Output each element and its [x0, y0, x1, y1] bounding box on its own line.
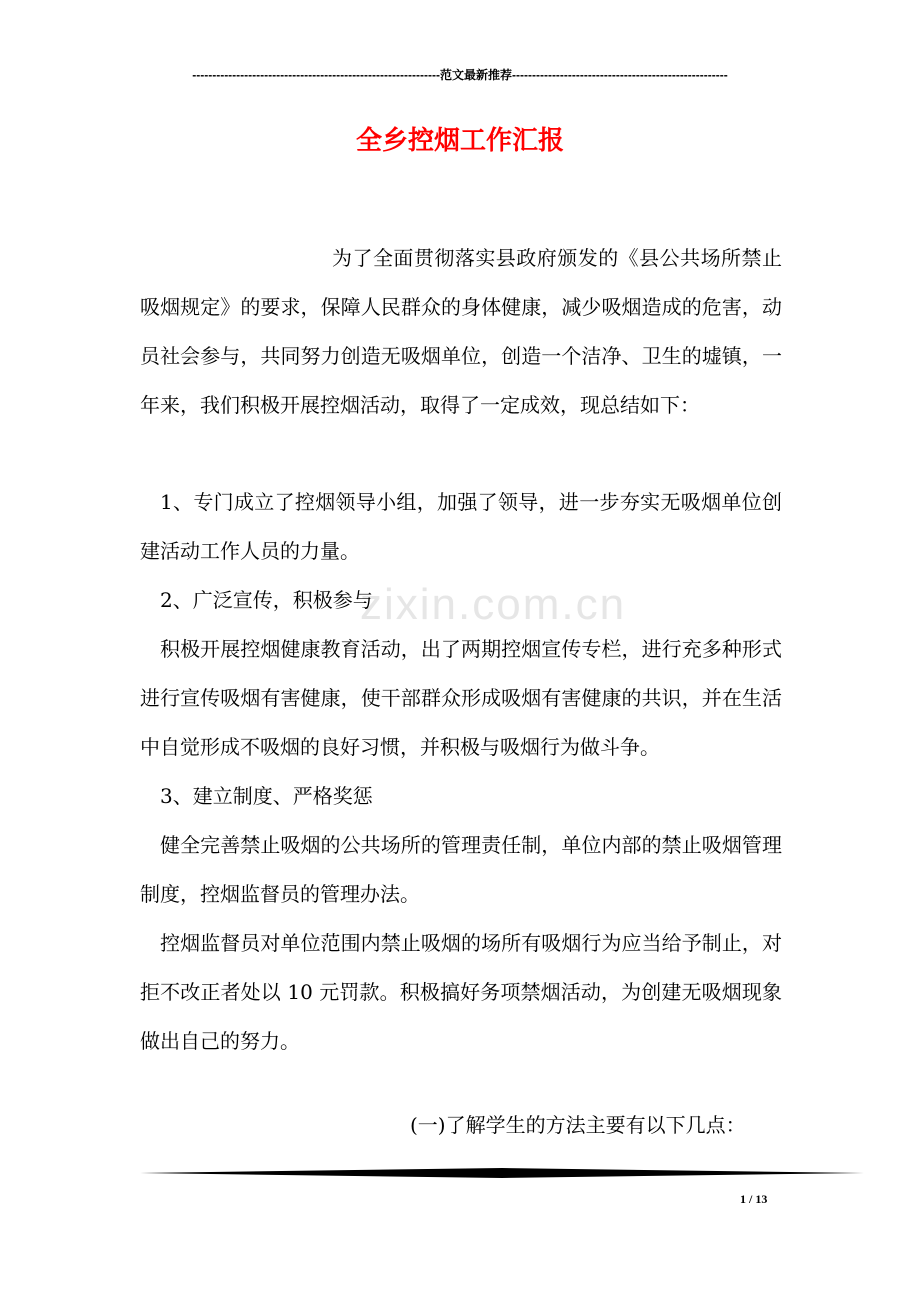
section-heading-2: 2、广泛宣传，积极参与 [160, 588, 373, 612]
intro-paragraph: 为了全面贯彻落实县政府颁发的《县公共场所禁止吸烟规定》的要求，保障人民群众的身体健康，减少吸烟造成的危害，动员社会参与，共同努力创造无吸烟单位，创造一个洁净、卫生的墟镇，一年来，我们积极开展控烟活动，取得了一定成效，现总结如下： [140, 246, 782, 417]
sub-heading: (一)了解学生的方法主要有以下几点： [410, 1113, 746, 1137]
paragraph-1: 1、专门成立了控烟领导小组，加强了领导，进一步夯实无吸烟单位创建活动工作人员的力量。 [140, 490, 782, 563]
watermark: zixin.com.cn [360, 580, 627, 629]
paragraph-system: 健全完善禁止吸烟的公共场所的管理责任制，单位内部的禁止吸烟管理制度，控烟监督员的管理办法。 [140, 833, 782, 906]
section-heading-3: 3、建立制度、严格奖惩 [160, 784, 373, 808]
page-number: 1 / 13 [740, 1192, 768, 1206]
footer-divider [140, 1164, 864, 1182]
header-banner: --------------------------------------------------------------范文最新推荐------------------------------------------------------ [192, 68, 728, 82]
paragraph-publicity: 积极开展控烟健康教育活动，出了两期控烟宣传专栏，进行充多种形式进行宣传吸烟有害健康，使干部群众形成吸烟有害健康的共识，并在生活中自觉形成不吸烟的良好习惯，并积极与吸烟行为做斗争。 [140, 637, 782, 759]
paragraph-supervisor: 控烟监督员对单位范围内禁止吸烟的场所有吸烟行为应当给予制止，对拒不改正者处以 10 元罚款。积极搞好务项禁烟活动，为创建无吸烟现象做出自己的努力。 [140, 931, 782, 1053]
document-title: 全乡控烟工作汇报 [355, 126, 564, 156]
